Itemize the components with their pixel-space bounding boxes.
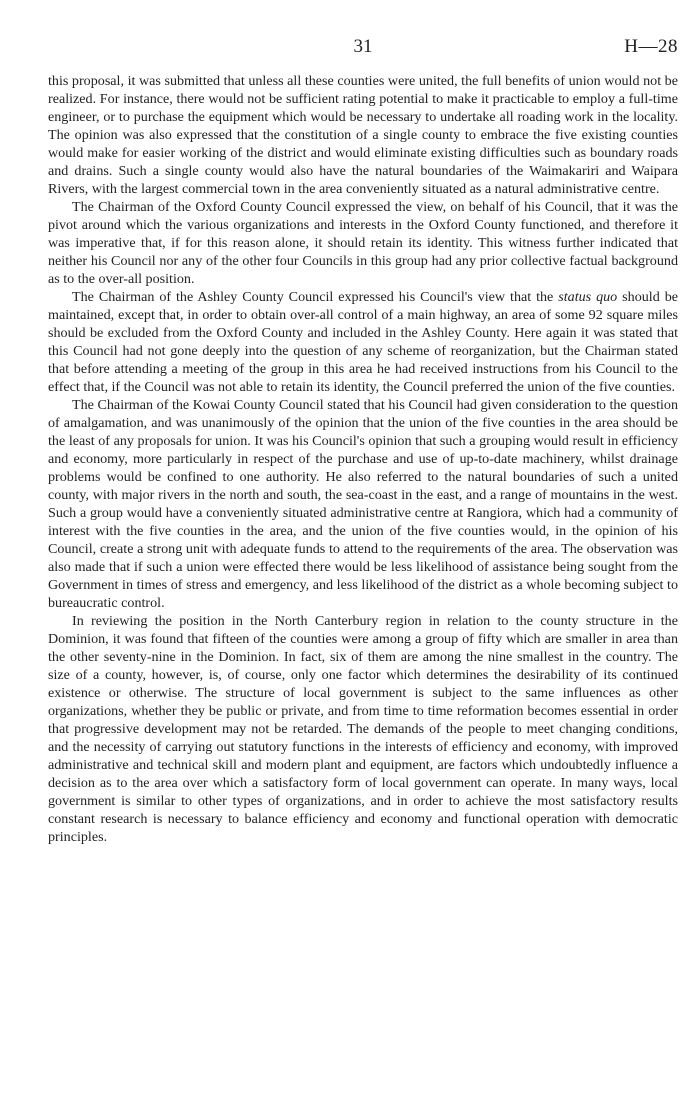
paragraph-oxford: The Chairman of the Oxford County Council expressed the view, on behalf of his Council, that it was the pivot around which the various organizations and interests in the Oxford County functioned, and therefore it was imperative that, if for this reason alone, it should retain its identity. This witness further indicated that neither his Council nor any of the other four Councils in this group had any prior collective factual background as to the over-all position. — [48, 199, 678, 287]
status-quo-phrase: status quo — [558, 289, 618, 305]
paragraph-ashley-lead: The Chairman of the Ashley County Council expressed his Council's view that the — [72, 289, 554, 305]
paragraph-kowai: The Chairman of the Kowai County Council stated that his Council had given consideration to the question of amalgamation, and was unanimously of the opinion that the union of the five counties in the area should be the least of any proposals for union. It was his Council's opinion that such a grouping would result in efficiency and economy, more particularly in respect of the purchase and use of up-to-date machinery, whilst drainage problems would be confined to one authority. He also referred to the natural boundaries of such a united county, with major rivers in the north and south, the sea-coast in the east, and a range of mountains in the west. Such a group would have a conveniently situated administrative centre at Rangiora, which had a community of interest with the five counties in the area, and the union of the five counties would, in the opinion of his Council, create a strong unit with adequate funds to attend to the requirements of the area. The observation was also made that if such a union were effected there would be less likelihood of assistance being sought from the Government in times of stress and emergency, and less likelihood of the district as a whole becoming subject to bureaucratic control. — [48, 397, 678, 611]
paragraph-review: In reviewing the position in the North Canterbury region in relation to the county structure in the Dominion, it was found that fifteen of the counties were among a group of fifty which are smaller in area than the other seventy-nine in the Dominion. In fact, six of them are among the nine smallest in the country. The size of a county, however, is, of course, only one factor which determines the desirability of its continued existence or otherwise. The structure of local government is subject to the same influences as other organizations, whether they be public or private, and from time to time reformation becomes essential in order that progressive development may not be retarded. The demands of the people to meet changing conditions, and the necessity of carrying out statutory functions in the interests of efficiency and economy, with improved administrative and technical skill and modern plant and equipment, are factors which undoubtedly influence a decision as to the area over which a satisfactory form of local government can operate. In many ways, local government is similar to other types of organizations, and in order to achieve the most satisfactory results constant research is necessary to balance efficiency and economy and functional operation with democratic principles. — [48, 613, 678, 845]
body-text — [48, 72, 678, 846]
paragraph-ashley-rest: should be maintained, except that, in order to obtain over-all control of a main highway, an area of some 92 square miles should be excluded from the Oxford County and included in the Ashley County. Here again it was stated that this Council had not gone deeply into the question of any scheme of reorganization, but the Chairman stated that before attending a meeting of the group in this area he had received instructions from his Council to the effect that, if the Council was not able to retain its identity, the Council preferred the union of the five counties. — [48, 289, 678, 395]
paragraph-ashley — [48, 288, 678, 396]
paragraph-continued: this proposal, it was submitted that unless all these counties were united, the full benefits of union would not be realized. For instance, there would not be sufficient rating potential to make it practicable to employ a full-time engineer, or to purchase the equipment which would be necessary to undertake all roading work in the locality. The opinion was also expressed that the constitution of a single county to embrace the five existing counties would make for easier working of the district and would eliminate existing difficulties such as boundary roads and drains. Such a single county would also have the natural boundaries of the Waimakariri and Waipara Rivers, with the largest commercial town in the area conveniently situated as a natural administrative centre. — [48, 73, 678, 197]
page-header — [48, 0, 678, 72]
document-reference: H—28 — [624, 36, 678, 57]
page-number: 31 — [353, 36, 373, 57]
